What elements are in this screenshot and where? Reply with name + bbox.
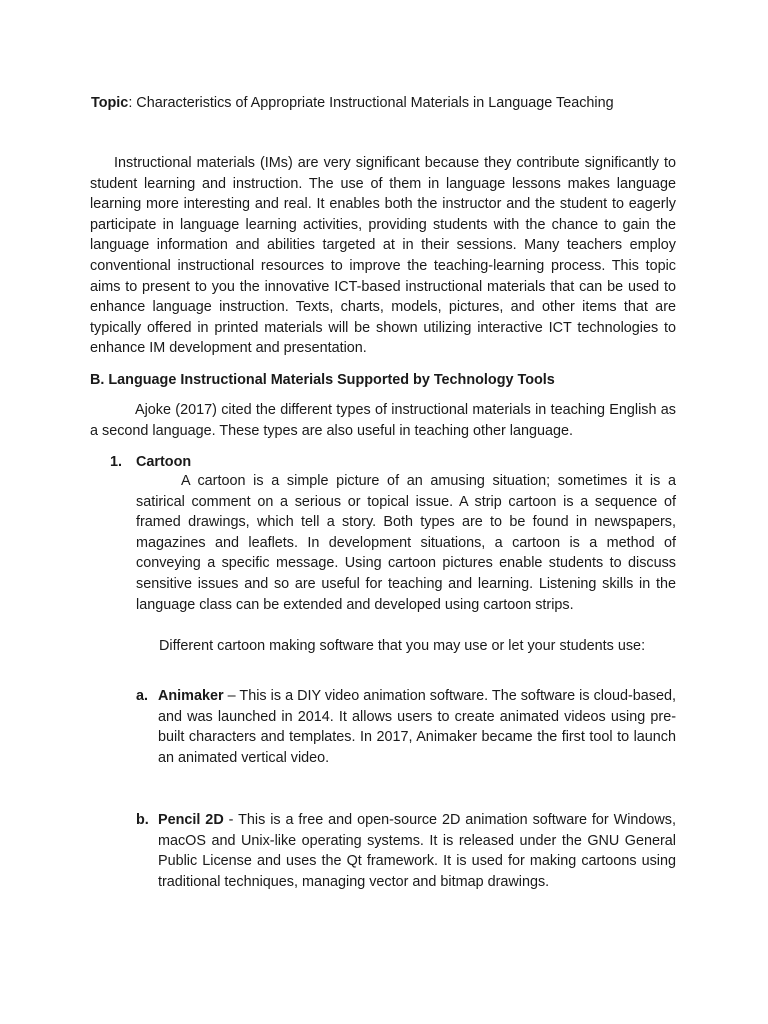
software-item-pencil2d <box>158 810 676 892</box>
section-b-paragraph: Ajoke (2017) cited the different types of instructional materials in teaching English as a second language. These types are also useful in teaching other language. <box>90 402 676 439</box>
list-item-number: 1. <box>110 454 123 470</box>
cartoon-paragraph: A cartoon is a simple picture of an amusing situation; sometimes it is a satirical comment on a serious or topical issue. A strip cartoon is a sequence of framed drawings, which tell a story. Both types are to be found in newspapers, magazines and leaflets. In development situations, a cartoon is a method of conveying a specific message. Using cartoon pictures enable students to discuss sensitive issues and so are useful for teaching and learning. Listening skills in the language class can be extended and developed using cartoon strips. <box>136 473 676 613</box>
intro-paragraph: Instructional materials (IMs) are very significant because they contribute significantly to student learning and instruction. The use of them in language lessons makes language learning more interesting and real. It enables both the instructor and the student to eagerly participate in language learning activities, providing students with the chance to gain the language information and abilities targeted at in their sessions. Many teachers employ conventional instructional resources to improve the teaching-learning process. This topic aims to present to you the innovative ICT-based instructional materials that can be used to enhance language instruction. Texts, charts, models, pictures, and other items that are typically offered in printed materials will be shown utilizing interactive ICT technologies to enhance IM development and presentation. <box>90 155 676 357</box>
cartoon-title: Cartoon <box>136 454 192 470</box>
software-a-letter: a. <box>136 688 149 704</box>
software-item-animaker <box>158 686 676 768</box>
section-b-heading: B. Language Instructional Materials Supported by Technology Tools <box>90 372 555 388</box>
software-intro: Different cartoon making software that you may use or let your students use: <box>159 638 646 654</box>
topic-line <box>91 93 691 114</box>
topic-label: Topic <box>91 95 129 111</box>
software-a-name: Animaker <box>158 688 224 704</box>
software-b-name: Pencil 2D <box>158 812 224 828</box>
topic-text: : Characteristics of Appropriate Instructional Materials in Language Teaching <box>128 95 614 111</box>
software-b-letter: b. <box>136 812 149 828</box>
software-b-description: - This is a free and open-source 2D animation software for Windows, macOS and Unix-like operating systems. It is released under the GNU General Public License and uses the Qt framework. It is used for making cartoons using traditional techniques, managing vector and bitmap drawings. <box>158 812 676 890</box>
software-a-description: – This is a DIY video animation software. The software is cloud-based, and was launched in 2014. It allows users to create animated videos using pre-built characters and templates. In 2017, Animaker became the first tool to launch an animated vertical video. <box>158 688 676 766</box>
